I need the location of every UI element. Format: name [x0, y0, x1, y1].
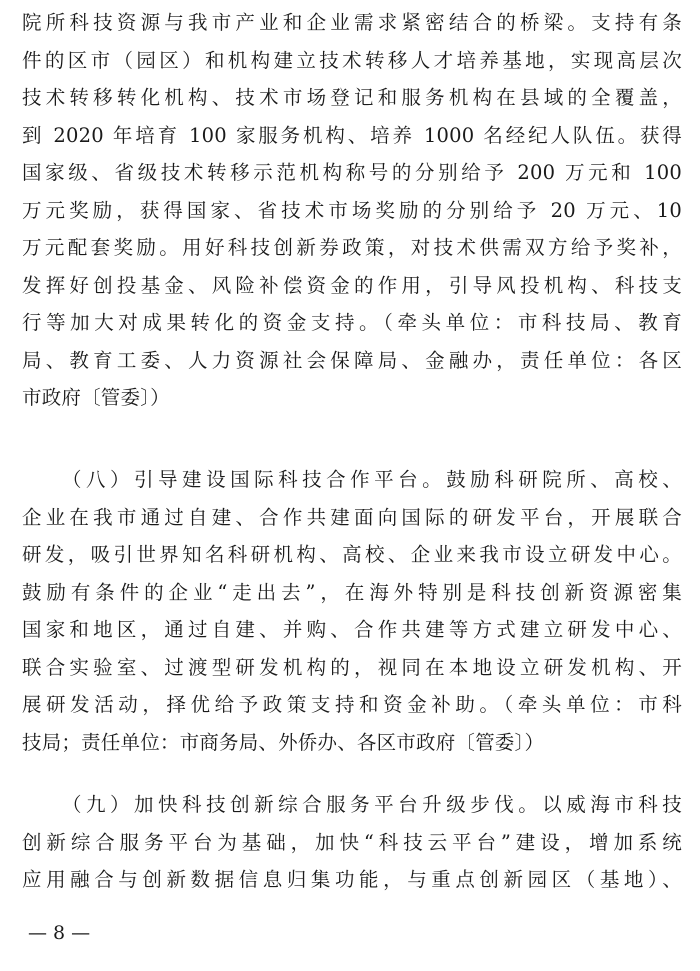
text-line: 研发，吸引世界知名科研机构、高校、企业来我市设立研发中心。: [22, 543, 682, 566]
page-number: — 8 —: [28, 922, 91, 944]
text-line: 联合实验室、过渡型研发机构的，视同在本地设立研发机构、开: [22, 655, 682, 679]
text-line: 局、教育工委、人力资源社会保障局、金融办，责任单位：各区: [22, 348, 682, 372]
text-line: 件的区市（园区）和机构建立技术转移人才培养基地，实现高层次: [22, 48, 682, 72]
text-line: 到 2020 年培育 100 家服务机构、培养 1000 名经纪人队伍。获得: [22, 123, 682, 147]
text-line: 国家级、省级技术转移示范机构称号的分别给予 200 万元和 100: [22, 161, 682, 184]
text-line: 鼓励有条件的企业“走出去”，在海外特别是科技创新资源密集: [22, 580, 682, 604]
paragraph-section-8: [22, 461, 682, 761]
text-line: 行等加大对成果转化的资金支持。（牵头单位：市科技局、教育: [22, 311, 682, 334]
section-heading-line: （九）加快科技创新综合服务平台升级步伐。以威海市科技: [62, 793, 682, 816]
text-line: 企业在我市通过自建、合作共建面向国际的研发平台，开展联合: [22, 505, 682, 529]
text-line: 发挥好创投基金、风险补偿资金的作用，引导风投机构、科技支: [22, 273, 682, 297]
text-line: 技术转移转化机构、技术市场登记和服务机构在县域的全覆盖，: [22, 86, 682, 109]
text-line: 国家和地区，通过自建、并购、合作共建等方式建立研发中心、: [22, 618, 682, 641]
text-line: 创新综合服务平台为基础，加快“科技云平台”建设，增加系统: [22, 830, 682, 854]
text-line: 技局；责任单位：市商务局、外侨办、各区市政府〔管委〕）: [22, 730, 545, 754]
text-line: 展研发活动，择优给予政策支持和资金补助。（牵头单位：市科: [22, 693, 682, 716]
section-heading-line: （八）引导建设国际科技合作平台。鼓励科研院所、高校、: [62, 468, 682, 491]
text-line: 万元奖励，获得国家、省技术市场奖励的分别给予 20 万元、10: [22, 198, 682, 222]
paragraph-continuation: [22, 4, 682, 417]
text-line: 市政府〔管委〕）: [22, 386, 170, 409]
text-line: 应用融合与创新数据信息归集功能，与重点创新园区（基地）、: [22, 868, 682, 891]
paragraph-section-9: [22, 786, 682, 899]
text-line: 万元配套奖励。用好科技创新券政策，对技术供需双方给予奖补，: [22, 236, 682, 259]
text-line: 院所科技资源与我市产业和企业需求紧密结合的桥梁。支持有条: [22, 11, 682, 34]
